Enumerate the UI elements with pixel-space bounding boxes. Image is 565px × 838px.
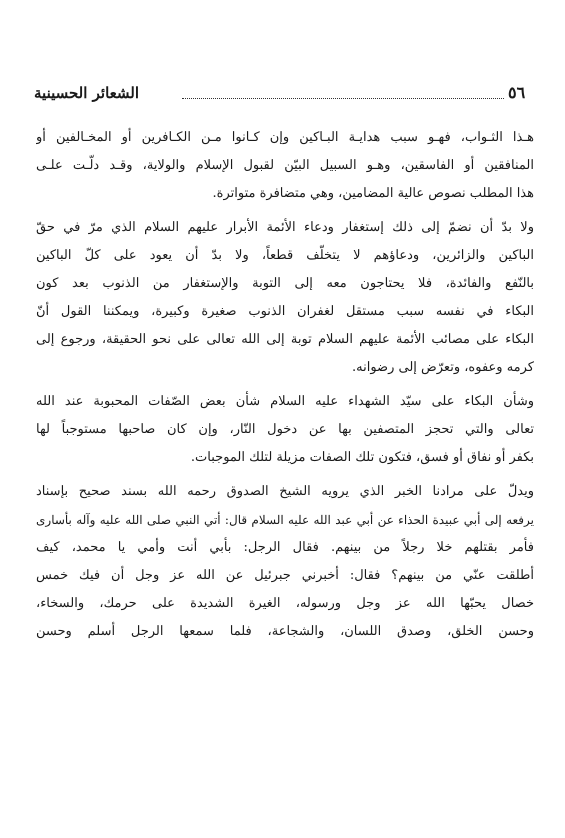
paragraph <box>36 388 534 472</box>
text-line: هـذا الثـواب، فهـو سبب هدايـة البـاكين وإن كـانوا مـن الكـافرين أو المخـالفين أو <box>36 130 534 145</box>
text-line: ولا بدّ أن نضمّ إلى ذلك إستغفار ودعاء الأئمة الأبرار عليهم السلام الذي مرّ في حقّ <box>36 220 534 235</box>
running-title: الشعائر الحسينية <box>34 84 140 102</box>
text-line: كرمه وعفوه، وتعرّض إلى رضوانه. <box>352 360 534 375</box>
header-dotted-rule <box>182 98 504 99</box>
text-line: خصال يحبّها الله عز وجل ورسوله، الغيرة الشديدة على حرمك، والسخاء، <box>36 596 534 611</box>
text-line: وحسن الخلق، وصدق اللسان، والشجاعة، فلما سمعها الرجل أسلم وحسن <box>36 624 534 639</box>
text-line: البكاء على مصائب الأئمة عليهم السلام توبة إلى الله تعالى على نحو الحقيقة، ورجوع إلى <box>36 332 534 347</box>
text-line: بالنّفع والفائدة، فلا يحتاجون معه إلى التوبة والإستغفار من الذنوب بعد كون <box>36 276 534 291</box>
text-line: يرفعه إلى أبي عبيدة الحذاء عن أبي عبد الله عليه السلام قال: أتي النبي صلى الله عليه وآله بأسارى <box>36 513 534 527</box>
text-line: تعالى والتي تحجز المتصفين بها عن دخول النّار، وإن كان صاحبها مستوجباً لها <box>36 422 534 437</box>
paragraph <box>36 478 534 646</box>
text-line: وشأن البكاء على سيّد الشهداء عليه السلام شأن بعض الصّفات المحبوبة عند الله <box>36 394 534 409</box>
text-line: هذا المطلب نصوص عالية المضامين، وهي متضافرة متواترة. <box>212 186 534 201</box>
paragraph <box>36 124 534 208</box>
text-line: الباكين والزائرين، ودعاؤهم لا يتخلّف قطعاً، ولا بدّ أن يعود على كلّ الباكين <box>36 248 534 263</box>
text-line: بكفر أو نفاق أو فسق، فتكون تلك الصفات مزيلة لتلك الموجبات. <box>190 450 534 465</box>
paragraph <box>36 214 534 382</box>
page-number: ٥٦ <box>508 83 526 102</box>
text-line: فأمر بقتلهم خلا رجلاً من بينهم. فقال الرجل: بأبي أنت وأمي يا محمد، كيف <box>36 540 534 555</box>
text-line: أطلقت عنّي من بينهم؟ فقال: أخبرني جبرئيل عن الله عز وجل أن فيك خمس <box>36 568 534 583</box>
body-text <box>36 124 534 646</box>
text-line: المنافقين أو الفاسقين، وهـو السبيل البيّن لقبول الإسلام والولاية، وقـد دلّـت علـى <box>36 158 534 173</box>
text-line: البكاء في نفسه سبب مستقل لغفران الذنوب صغيرة وكبيرة، ويمكننا القول أنّ <box>36 304 534 319</box>
page-header <box>34 83 534 105</box>
text-line: ويدلّ على مرادنا الخبر الذي يرويه الشيخ الصدوق رحمه الله بسند صحيح بإسناد <box>36 484 534 499</box>
